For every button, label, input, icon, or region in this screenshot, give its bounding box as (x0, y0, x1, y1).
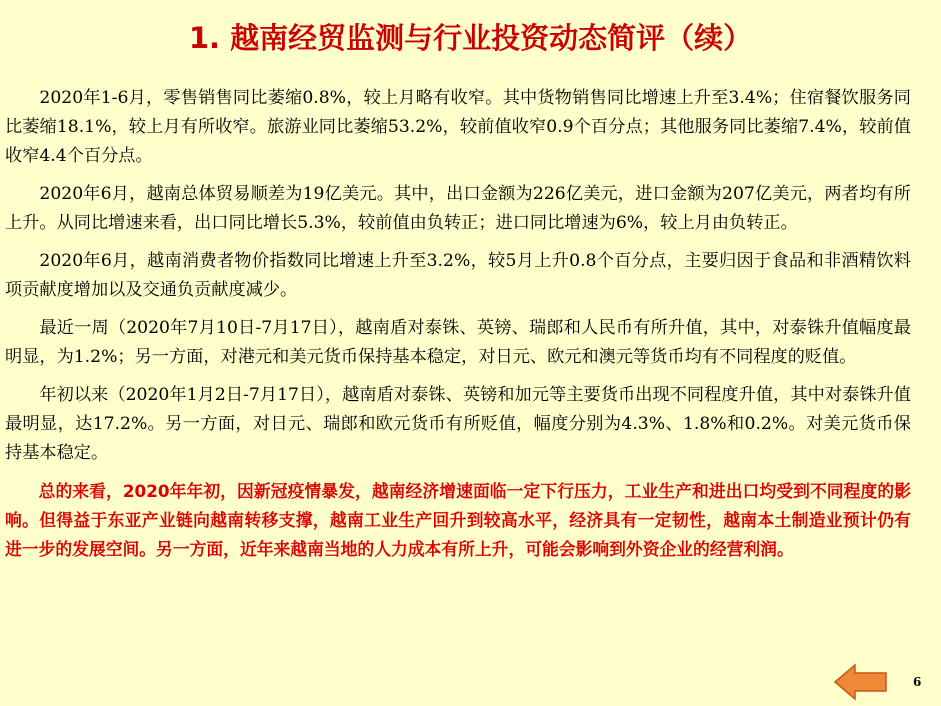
paragraph-trade-balance: 2020年6月，越南总体贸易顺差为19亿美元。其中，出口金额为226亿美元，进口金额为207亿美元，两者均有所上升。从同比增速来看，出口同比增长5.3%，较前值由负转正；进口同比增速为6%，较上月由负转正。 (5, 184, 911, 233)
paragraph-cpi: 2020年6月，越南消费者物价指数同比增速上升至3.2%，较5月上升0.8个百分点，主要归因于食品和非酒精饮料项贡献度增加以及交通负贡献度减少。 (5, 251, 911, 300)
left-arrow-icon (833, 662, 889, 702)
slide-title: 1. 越南经贸监测与行业投资动态简评（续） (188, 21, 753, 55)
paragraph-ytd-fx: 年初以来（2020年1月2日-7月17日），越南盾对泰铢、英镑和加元等主要货币出现不同程度升值，其中对泰铢升值最明显，达17.2%。另一方面，对日元、瑞郎和欧元货币有所贬值，幅度分别为4.3%、1.8%和0.2%。对美元货币保持基本稳定。 (5, 385, 911, 463)
page-number: 6 (913, 675, 922, 689)
paragraph-summary: 总的来看，2020年年初，因新冠疫情暴发，越南经济增速面临一定下行压力，工业生产和进出口均受到不同程度的影响。但得益于东亚产业链向越南转移支撑，越南工业生产回升到较高水平，经济具有一定韧性，越南本土制造业预计仍有进一步的发展空间。另一方面，近年来越南当地的人力成本有所上升，可能会影响到外资企业的经营利润。 (5, 481, 911, 559)
back-button[interactable] (833, 662, 889, 702)
slide-body (5, 84, 911, 573)
paragraph-weekly-fx: 最近一周（2020年7月10日-7月17日），越南盾对泰铢、英镑、瑞郎和人民币有所升值，其中，对泰铢升值幅度最明显，为1.2%；另一方面，对港元和美元货币保持基本稳定，对日元、欧元和澳元等货币均有不同程度的贬值。 (5, 318, 911, 367)
paragraph-retail-sales: 2020年1-6月，零售销售同比萎缩0.8%，较上月略有收窄。其中货物销售同比增速上升至3.4%；住宿餐饮服务同比萎缩18.1%，较上月有所收窄。旅游业同比萎缩53.2%，较前值收窄0.9个百分点；其他服务同比萎缩7.4%，较前值收窄4.4个百分点。 (5, 88, 911, 166)
